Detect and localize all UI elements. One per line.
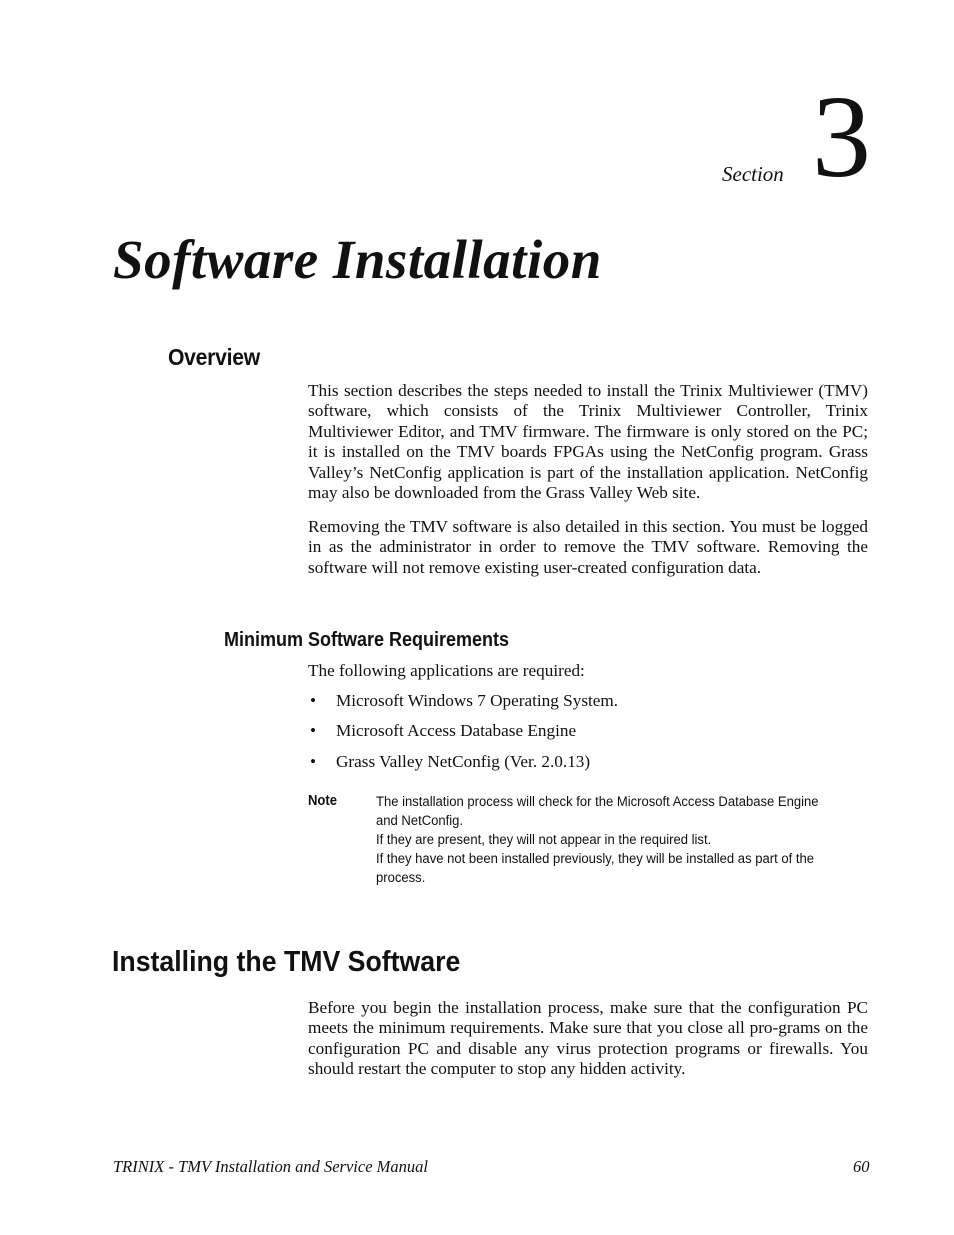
bullet-icon: •: [310, 751, 317, 771]
overview-heading: Overview: [168, 344, 260, 370]
requirement-text: Microsoft Windows 7 Operating System.: [336, 691, 619, 710]
note-line: and NetConfig.: [376, 813, 464, 829]
min-requirements-heading: Minimum Software Requirements: [224, 629, 510, 651]
list-item: [308, 691, 868, 711]
note-text: [376, 793, 818, 888]
overview-paragraph-2: Removing the TMV software is also detailed in this section. You must be logged in as the administrator in order to remove the TMV software. Removing the software will not remove existing user-created configuration data.: [308, 517, 868, 577]
list-item: [308, 752, 868, 772]
note-line: If they are present, they will not appear in the required list.: [376, 832, 712, 848]
requirements-intro: The following applications are required:: [308, 661, 585, 680]
installing-heading: Installing the TMV Software: [112, 946, 461, 978]
section-number: 3: [812, 71, 871, 202]
overview-paragraph-1: This section describes the steps needed to install the Trinix Multiviewer (TMV) software, which consists of the Trinix Multiviewer Controller, Trinix Multiviewer Editor, and TMV firmware. The firmware is only stored on the PC; it is installed on the TMV boards FPGAs using the NetConfig program. Grass Valley’s NetConfig application is part of the installation application. NetConfig may also be downloaded from the Grass Valley Web site.: [308, 381, 868, 503]
requirement-text: Grass Valley NetConfig (Ver. 2.0.13): [336, 751, 591, 771]
note-line: If they have not been installed previously, they will be installed as part of the: [376, 851, 815, 867]
installing-paragraph: Before you begin the installation process, make sure that the configuration PC meets the minimum requirements. Make sure that you close all pro-grams on the configuration PC and disable any virus protection programs or firewalls. You should restart the computer to stop any hidden activity.: [308, 998, 868, 1079]
list-item: [308, 721, 868, 741]
requirement-text: Microsoft Access Database Engine: [336, 721, 577, 741]
bullet-icon: •: [310, 691, 317, 710]
footer-manual-title: TRINIX - TMV Installation and Service Manual: [113, 1157, 428, 1176]
footer-page-number: 60: [853, 1157, 870, 1176]
bullet-icon: •: [310, 721, 317, 741]
note-label: Note: [308, 793, 338, 809]
note-line: The installation process will check for the Microsoft Access Database Engine: [376, 794, 819, 810]
note-line: process.: [376, 870, 426, 886]
chapter-title: Software Installation: [113, 229, 602, 290]
requirements-list: [308, 691, 868, 782]
section-label: Section: [722, 162, 784, 186]
